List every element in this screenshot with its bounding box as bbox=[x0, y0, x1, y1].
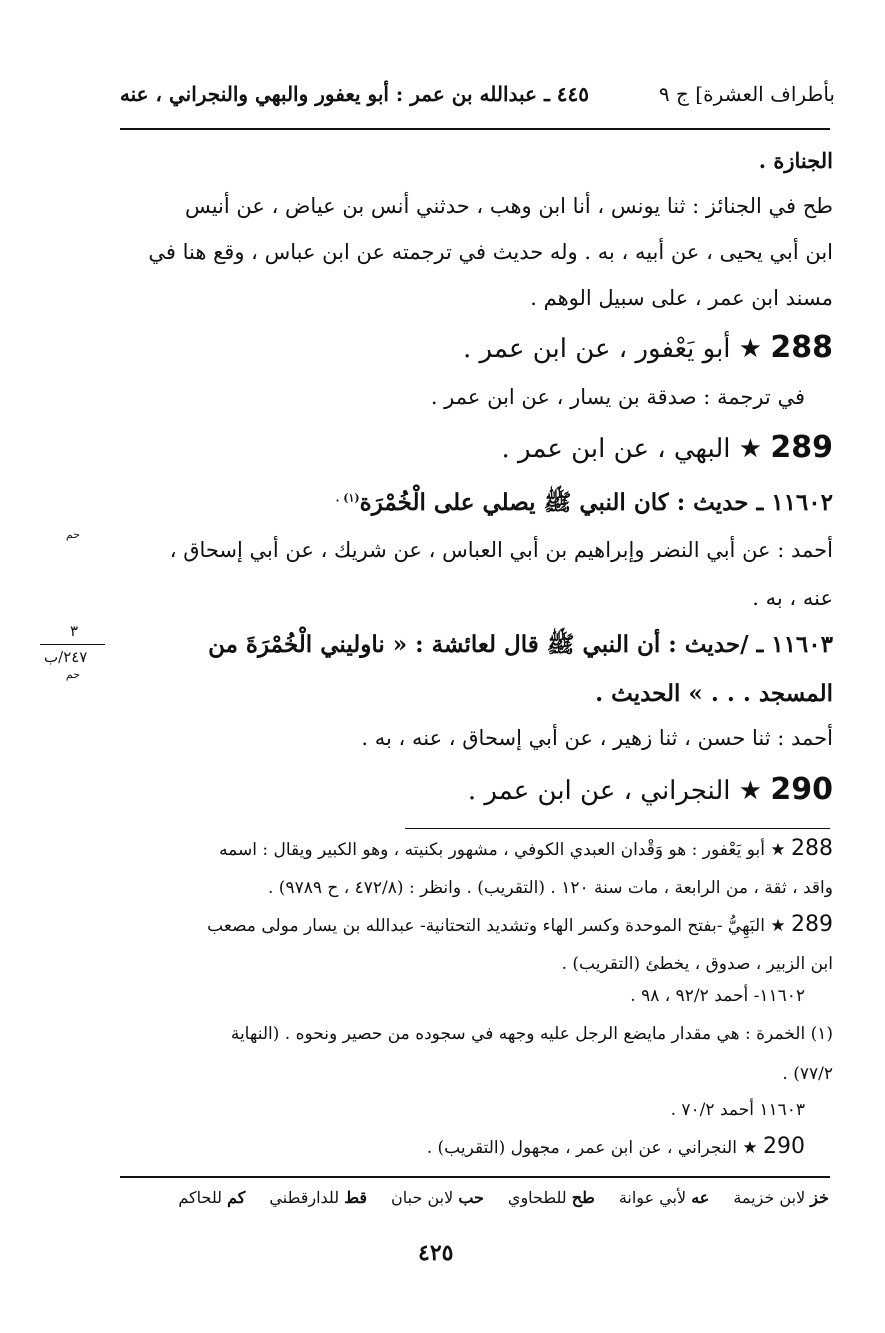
footnote-rule bbox=[405, 828, 830, 829]
source-marker: حم bbox=[65, 528, 80, 541]
body-line: طح في الجنائز : ثنا يونس ، أنا ابن وهب ، حدثني أنس بن عياض ، عن أنيس bbox=[184, 194, 833, 218]
abbreviations-rule bbox=[120, 1176, 830, 1178]
footnote-line bbox=[207, 912, 833, 937]
entry-288 bbox=[463, 330, 833, 365]
footnote-line bbox=[427, 1134, 805, 1159]
entry-title: ★ أبو يَعْفور ، عن ابن عمر . bbox=[463, 334, 763, 364]
hadith-11603: ١١٦٠٣ ـ /حديث : أن النبي ﷺ قال لعائشة : « ناوليني الْخُمْرَةَ من bbox=[208, 631, 833, 658]
footnote-number: 290 bbox=[763, 1134, 805, 1159]
header-rule bbox=[120, 128, 830, 130]
abbr-item: حب لابن حبان bbox=[391, 1188, 484, 1207]
entry-289 bbox=[501, 430, 833, 465]
footnote-line: ٧٧/٢) . bbox=[782, 1064, 833, 1084]
body-line: أحمد : ثنا حسن ، ثنا زهير ، عن أبي إسحاق ، عنه ، به . bbox=[361, 726, 833, 750]
entry-title: ★ البهي ، عن ابن عمر . bbox=[501, 434, 763, 464]
body-line: ابن أبي يحيى ، عن أبيه ، به . وله حديث في ترجمته عن ابن عباس ، وقع هنا في bbox=[148, 240, 833, 264]
footnote-line: واقد ، ثقة ، من الرابعة ، مات سنة ١٢٠ . (التقريب) . وانظر : (٤٧٢/٨ ، ح ٩٧٨٩) . bbox=[267, 878, 833, 898]
abbreviations-bar bbox=[178, 1188, 829, 1207]
hadith-11603-cont: المسجد . . . » الحديث . bbox=[595, 680, 833, 707]
body-line: الجنازة . bbox=[758, 148, 833, 173]
footnote-text: ★ النجراني ، عن ابن عمر ، مجهول (التقريب) . bbox=[426, 1138, 758, 1158]
footnote-line bbox=[219, 836, 833, 861]
hadith-11602 bbox=[336, 488, 833, 522]
abbr-item: طح للطحاوي bbox=[507, 1188, 595, 1207]
footnote-line: ١١٦٠٣ أحمد ٧٠/٢ . bbox=[670, 1100, 805, 1120]
abbr-item: عه لأبي عوانة bbox=[618, 1188, 710, 1207]
page-number: ٤٢٥ bbox=[418, 1240, 454, 1266]
entry-number: 288 bbox=[770, 330, 833, 365]
footnote-line: ١١٦٠٢- أحمد ٩٢/٢ ، ٩٨ . bbox=[630, 986, 805, 1006]
body-line: في ترجمة : صدقة بن يسار ، عن ابن عمر . bbox=[430, 385, 805, 409]
footnote-number: 288 bbox=[791, 836, 833, 861]
margin-ref-rule bbox=[40, 644, 105, 645]
footnote-line: ابن الزبير ، صدوق ، يخطئ (التقريب) . bbox=[561, 954, 833, 974]
body-line: أحمد : عن أبي النضر وإبراهيم بن أبي العباس ، عن شريك ، عن أبي إسحاق ، bbox=[169, 538, 833, 562]
footnote-line: (١) الخمرة : هي مقدار مايضع الرجل عليه وجهه في سجوده من حصير ونحوه . (النهاية bbox=[230, 1024, 833, 1044]
source-marker: حم bbox=[65, 668, 80, 681]
footnote-marker: (١) . bbox=[335, 491, 360, 505]
margin-ref-bottom: ٢٤٧/ب bbox=[44, 648, 88, 666]
footnote-text: ★ أبو يَعْفور : هو وَقْدان العبدي الكوفي ، مشهور بكنيته ، وهو الكبير ويقال : اسمه bbox=[219, 840, 786, 860]
running-header-section: ٤٤٥ ـ عبدالله بن عمر : أبو يعفور والبهي والنجراني ، عنه bbox=[119, 82, 589, 106]
entry-title: ★ النجراني ، عن ابن عمر . bbox=[467, 776, 763, 806]
entry-number: 290 bbox=[770, 772, 833, 807]
footnote-text: ★ البَهِيُّ -بفتح الموحدة وكسر الهاء وتشديد التحتانية- عبدالله بن يسار مولى مصعب bbox=[207, 916, 786, 936]
entry-290 bbox=[468, 772, 833, 807]
body-line: عنه ، به . bbox=[752, 586, 833, 610]
footnote-number: 289 bbox=[791, 912, 833, 937]
hadith-text: ١١٦٠٢ ـ حديث : كان النبي ﷺ يصلي على الْخُمْرَة bbox=[359, 489, 833, 516]
entry-number: 289 bbox=[770, 430, 833, 465]
body-line: مسند ابن عمر ، على سبيل الوهم . bbox=[530, 286, 833, 310]
abbr-item: خز لابن خزيمة bbox=[733, 1188, 829, 1207]
margin-ref-top: ٣ bbox=[70, 622, 79, 640]
abbr-item: كم للحاكم bbox=[178, 1188, 246, 1207]
running-header-left: بأطراف العشرة] ج ٩ bbox=[658, 82, 835, 106]
abbr-item: قط للدارقطني bbox=[269, 1188, 368, 1207]
